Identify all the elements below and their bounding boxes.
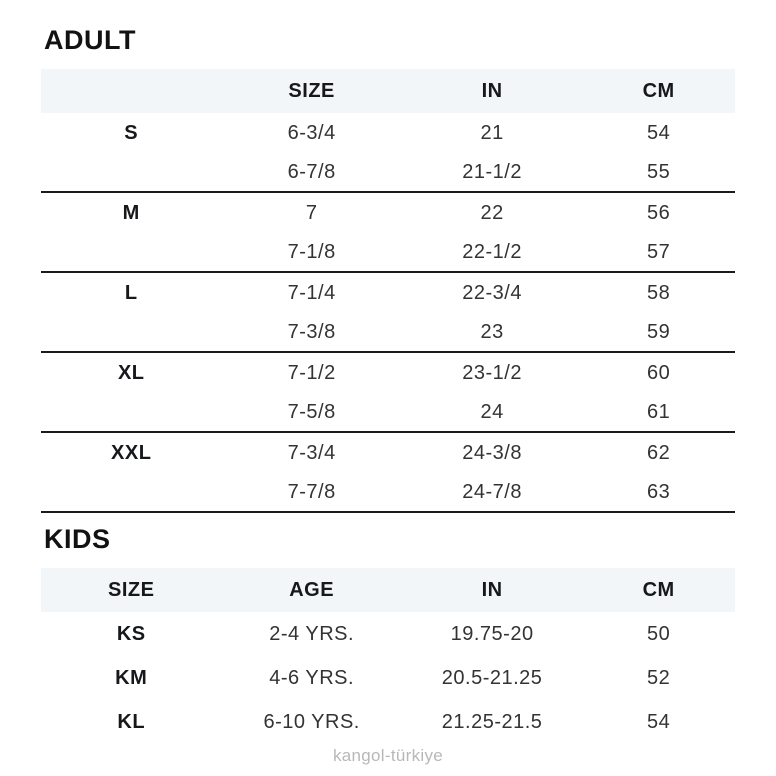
kids-header-in: IN [481, 578, 503, 601]
table-row [41, 233, 735, 273]
kids-header-size: SIZE [107, 578, 155, 601]
kids-header-age: AGE [289, 578, 335, 601]
size-cell: 7 [305, 201, 318, 224]
table-row [41, 153, 735, 193]
size-cell: 7-7/8 [287, 480, 336, 503]
in-cell: 24-7/8 [462, 480, 522, 503]
age-cell: 4-6 YRS. [269, 666, 355, 689]
size-cell: 7-5/8 [287, 400, 336, 423]
table-row [41, 393, 735, 433]
in-cell: 22-1/2 [462, 240, 522, 263]
table-row [41, 193, 735, 233]
adult-header-size: SIZE [288, 79, 335, 102]
table-row [41, 473, 735, 513]
kids-size-table [41, 568, 735, 744]
cm-cell: 61 [647, 400, 671, 423]
adult-header-cm: CM [642, 79, 675, 102]
adult-section-title: ADULT [44, 25, 136, 55]
table-row [41, 656, 735, 700]
site-watermark: kangol-türkiye [332, 746, 444, 765]
cm-cell: 63 [647, 480, 671, 503]
table-row [41, 273, 735, 313]
size-cell: 6-7/8 [287, 160, 336, 183]
adult-size-table [41, 69, 735, 513]
size-label-cell: XL [117, 361, 145, 384]
size-label-cell: L [124, 281, 138, 304]
size-cell: 7-3/8 [287, 320, 336, 343]
table-row [41, 113, 735, 153]
cm-cell: 54 [647, 710, 671, 733]
size-label-cell: KL [117, 710, 146, 733]
size-cell: 6-3/4 [287, 121, 336, 144]
size-cell: 7-1/4 [287, 281, 336, 304]
kids-section-title: KIDS [44, 524, 111, 554]
table-row [41, 700, 735, 744]
size-cell: 7-1/2 [287, 361, 336, 384]
kids-table-header-row [41, 568, 735, 612]
size-cell: 7-1/8 [287, 240, 336, 263]
cm-cell: 52 [647, 666, 671, 689]
cm-cell: 60 [647, 361, 671, 384]
size-label-cell: KM [115, 666, 148, 689]
cm-cell: 50 [647, 622, 671, 645]
age-cell: 6-10 YRS. [263, 710, 360, 733]
size-label-cell: S [124, 121, 139, 144]
cm-cell: 57 [647, 240, 671, 263]
in-cell: 22 [480, 201, 504, 224]
in-cell: 21 [480, 121, 504, 144]
in-cell: 24-3/8 [462, 441, 522, 464]
table-row [41, 433, 735, 473]
cm-cell: 54 [647, 121, 671, 144]
in-cell: 24 [480, 400, 504, 423]
in-cell: 21.25-21.5 [441, 710, 543, 733]
in-cell: 22-3/4 [462, 281, 522, 304]
cm-cell: 58 [647, 281, 671, 304]
in-cell: 21-1/2 [462, 160, 522, 183]
size-cell: 7-3/4 [287, 441, 336, 464]
kids-header-cm: CM [642, 578, 675, 601]
age-cell: 2-4 YRS. [269, 622, 355, 645]
cm-cell: 56 [647, 201, 671, 224]
in-cell: 23-1/2 [462, 361, 522, 384]
in-cell: 19.75-20 [450, 622, 534, 645]
table-row [41, 353, 735, 393]
in-cell: 20.5-21.25 [441, 666, 543, 689]
size-label-cell: KS [116, 622, 146, 645]
table-row [41, 313, 735, 353]
adult-table-header-row [41, 69, 735, 113]
in-cell: 23 [480, 320, 504, 343]
adult-header-in: IN [481, 79, 503, 102]
table-row [41, 612, 735, 656]
cm-cell: 59 [647, 320, 671, 343]
size-label-cell: XXL [111, 441, 152, 464]
size-label-cell: M [122, 201, 140, 224]
cm-cell: 55 [647, 160, 671, 183]
cm-cell: 62 [647, 441, 671, 464]
